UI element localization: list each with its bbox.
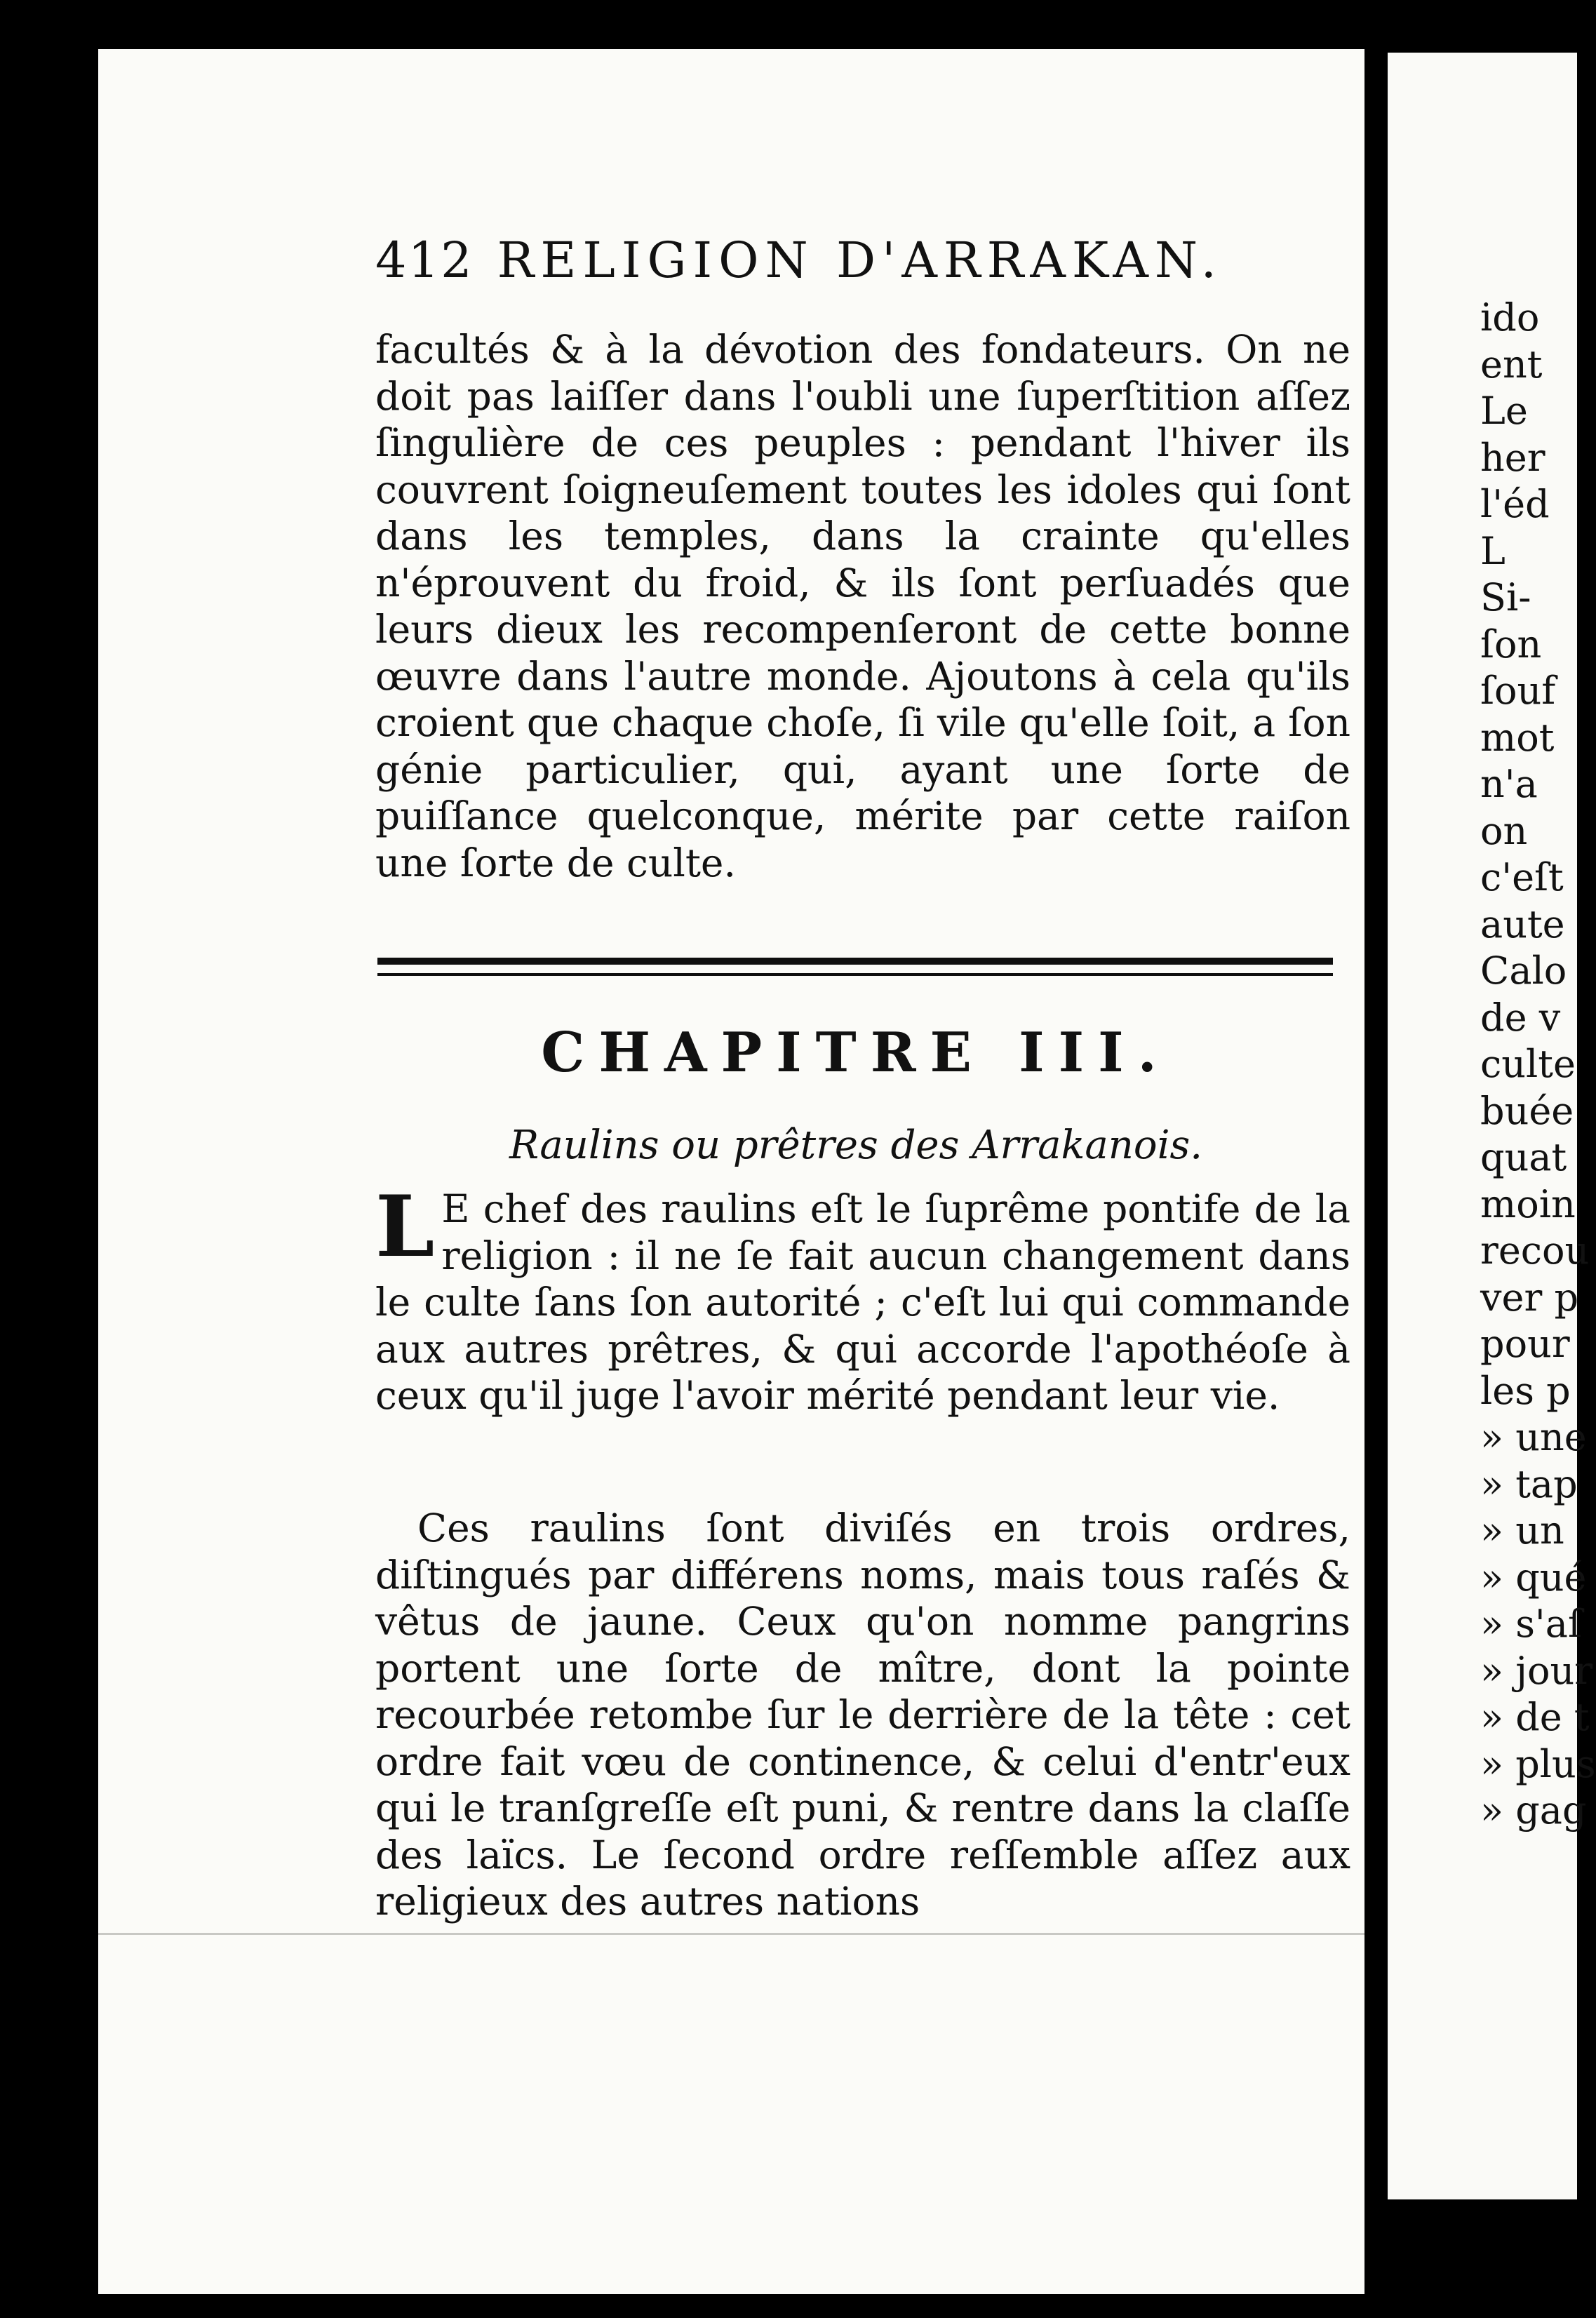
adjacent-page-line: mot	[1480, 715, 1555, 760]
running-title: RELIGION D'ARRAKAN.	[497, 232, 1223, 289]
adjacent-page-line: » s'aſ	[1480, 1602, 1582, 1646]
body-paragraph-1-text: E chef des raulins eſt le ſuprême pontife de la religion : il ne ſe fait aucun changement dans le culte ſans ſon autorité ; c'eſt lui qui commande aux autres prêtres, & qui accorde l'apothéoſe à ceux qu'il juge l'avoir mérité pendant leur vie.	[375, 1186, 1350, 1418]
adjacent-page	[1388, 53, 1596, 2199]
adjacent-page-line: culte	[1480, 1042, 1576, 1086]
body-paragraph-2: Ces raulins ſont diviſés en trois ordres, diſtingués par différens noms, mais tous raſés & vêtus de jaune. Ceux qu'on nomme pangrins portent une ſorte de mître, dont la pointe recourbée retombe ſur le derrière de la tête : cet ordre fait vœu de continence, & celui d'entr'eux qui le tranſgreſſe eſt puni, & rentre dans la claſſe des laïcs. Le ſecond ordre reſſemble aſſez aux religieux des autres nations	[375, 1506, 1350, 1924]
chapter-title: CHAPITRE III.	[541, 1021, 1171, 1085]
body-paragraph-1	[375, 1177, 1350, 1419]
adjacent-page-line: aute	[1480, 902, 1565, 946]
adjacent-page-line: » jour	[1480, 1648, 1593, 1693]
page-number: 412	[375, 232, 474, 289]
adjacent-page-line: ſouf	[1480, 669, 1556, 713]
adjacent-page-line: recou	[1480, 1228, 1590, 1273]
adjacent-page-lines	[1480, 295, 1596, 1835]
adjacent-page-line: n'a	[1480, 762, 1538, 806]
adjacent-page-line: » de t	[1480, 1695, 1590, 1739]
adjacent-page-line: ſon	[1480, 622, 1542, 666]
adjacent-page-line: » un	[1480, 1508, 1564, 1553]
chapter-subtitle: Raulins ou prêtres des Arrakanois.	[509, 1123, 1203, 1168]
drop-cap: L	[375, 1177, 435, 1276]
running-header	[375, 232, 1357, 309]
adjacent-page-line: l'éd	[1480, 482, 1550, 526]
section-rule-thin	[377, 973, 1333, 976]
adjacent-page-line: » gag	[1480, 1788, 1587, 1833]
adjacent-page-line: » qué	[1480, 1555, 1587, 1600]
adjacent-page-line: Si-	[1480, 575, 1531, 619]
section-rule-thick	[377, 958, 1333, 965]
adjacent-page-line: buée	[1480, 1088, 1574, 1133]
adjacent-page-line: on	[1480, 808, 1528, 853]
adjacent-page-line: » plus	[1480, 1741, 1596, 1786]
adjacent-page-line: ido	[1480, 295, 1540, 340]
adjacent-page-line: » une	[1480, 1415, 1587, 1459]
adjacent-page-line: Calo	[1480, 949, 1567, 993]
adjacent-page-line: c'eſt	[1480, 855, 1564, 899]
adjacent-page-line: de v	[1480, 995, 1561, 1040]
adjacent-page-line: ver p	[1480, 1275, 1579, 1320]
page-fold-line	[98, 1933, 1364, 1935]
adjacent-page-line: les p	[1480, 1368, 1571, 1413]
adjacent-page-line: quat	[1480, 1135, 1567, 1179]
adjacent-page-line: » tap	[1480, 1461, 1578, 1506]
page	[98, 49, 1364, 2294]
adjacent-page-line: L	[1480, 528, 1506, 573]
adjacent-page-line: her	[1480, 435, 1545, 480]
top-paragraph: facultés & à la dévotion des fondateurs. On ne doit pas laiſſer dans l'oubli une ſuperſtition aſſez ſingulière de ces peuples : pendant l'hiver ils couvrent ſoigneuſement toutes les idoles qui ſont dans les temples, dans la crainte qu'elles n'éprouvent du froid, & ils ſont perſuadés que leurs dieux les recompenſeront de cette bonne œuvre dans l'autre monde. Ajoutons à cela qu'ils croient que chaque choſe, ſi vile qu'elle ſoit, a ſon génie particulier, qui, ayant une ſorte de puiſſance quelconque, mérite par cette raiſon une ſorte de culte.	[375, 327, 1350, 885]
adjacent-page-line: pour	[1480, 1322, 1570, 1366]
adjacent-page-line: moin	[1480, 1181, 1576, 1226]
adjacent-page-line: Le	[1480, 389, 1528, 433]
adjacent-page-line: ent	[1480, 342, 1543, 387]
